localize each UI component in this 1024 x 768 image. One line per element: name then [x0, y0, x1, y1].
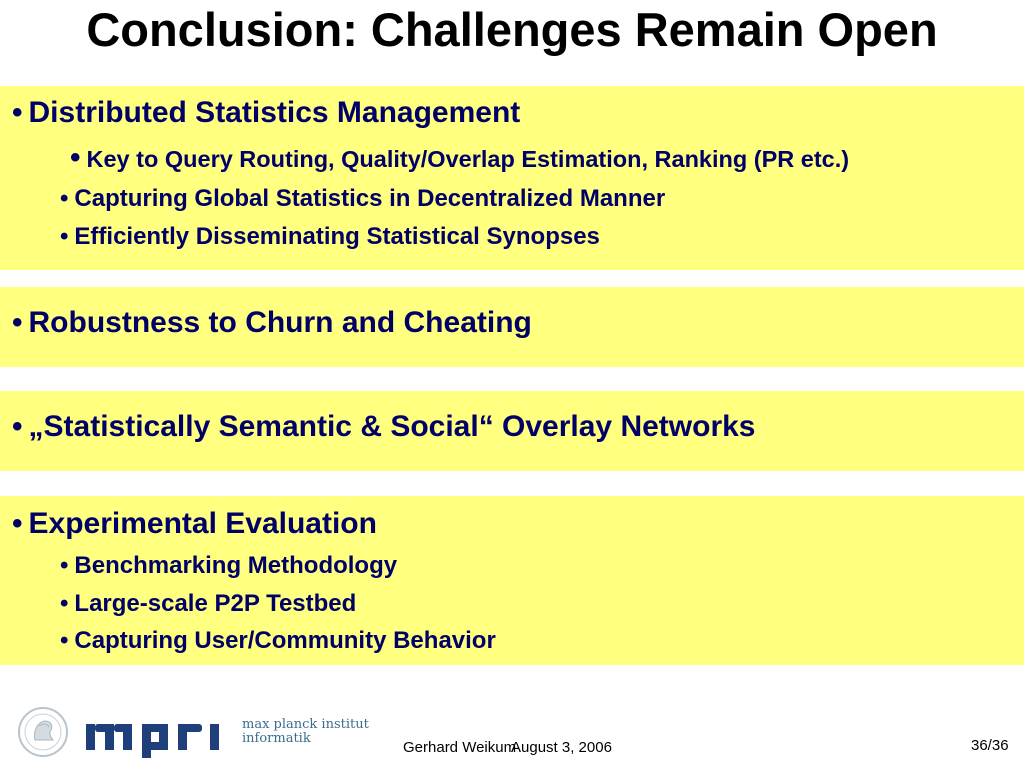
- logo-line-2: informatik: [242, 731, 311, 746]
- bullet-dot: •: [60, 185, 69, 212]
- bullet-dot: •: [12, 410, 23, 443]
- bullet-dot: •: [70, 141, 81, 174]
- bullet-dot: •: [12, 507, 23, 540]
- heading-text: Robustness to Churn and Cheating: [28, 306, 532, 339]
- mpi-logo-text: [242, 718, 369, 746]
- list-item: [70, 141, 850, 174]
- section-heading: [12, 96, 520, 130]
- item-text: Capturing Global Statistics in Decentralized Manner: [74, 185, 666, 212]
- section-experimental-evaluation: [0, 496, 1024, 665]
- section-overlay-networks: [0, 391, 1024, 471]
- section-heading: [12, 410, 756, 444]
- section-distributed-statistics: [0, 86, 1024, 270]
- item-text: Efficiently Disseminating Statistical Synopses: [74, 223, 600, 250]
- list-item: [60, 223, 600, 251]
- list-item: [60, 627, 496, 655]
- bullet-dot: •: [12, 306, 23, 339]
- page-number: 36/36: [971, 737, 1009, 754]
- heading-text: Distributed Statistics Management: [28, 96, 521, 129]
- list-item: [60, 552, 397, 580]
- item-text: Benchmarking Methodology: [74, 552, 398, 579]
- logo-line-1: max planck institut: [242, 717, 369, 732]
- heading-text: „Statistically Semantic & Social“ Overlay Networks: [28, 410, 756, 443]
- bullet-dot: •: [60, 590, 69, 617]
- bullet-dot: •: [60, 552, 69, 579]
- item-text: Capturing User/Community Behavior: [74, 627, 496, 654]
- list-item: [60, 590, 356, 618]
- slide-title: Conclusion: Challenges Remain Open: [86, 3, 938, 56]
- item-text: Key to Query Routing, Quality/Overlap Estimation, Ranking (PR etc.): [86, 146, 850, 172]
- section-robustness: [0, 287, 1024, 367]
- section-heading: [12, 306, 532, 340]
- heading-text: Experimental Evaluation: [28, 507, 377, 540]
- bullet-dot: •: [60, 223, 69, 250]
- mpi-logo-icon: [86, 716, 236, 758]
- item-text: Large-scale P2P Testbed: [74, 590, 357, 617]
- minerva-seal-icon: [17, 706, 69, 758]
- bullet-dot: •: [60, 627, 69, 654]
- list-item: [60, 185, 665, 213]
- section-heading: [12, 507, 377, 541]
- bullet-dot: •: [12, 96, 23, 129]
- footer-author: Gerhard Weikum: [403, 739, 517, 756]
- footer-date: August 3, 2006: [511, 739, 612, 756]
